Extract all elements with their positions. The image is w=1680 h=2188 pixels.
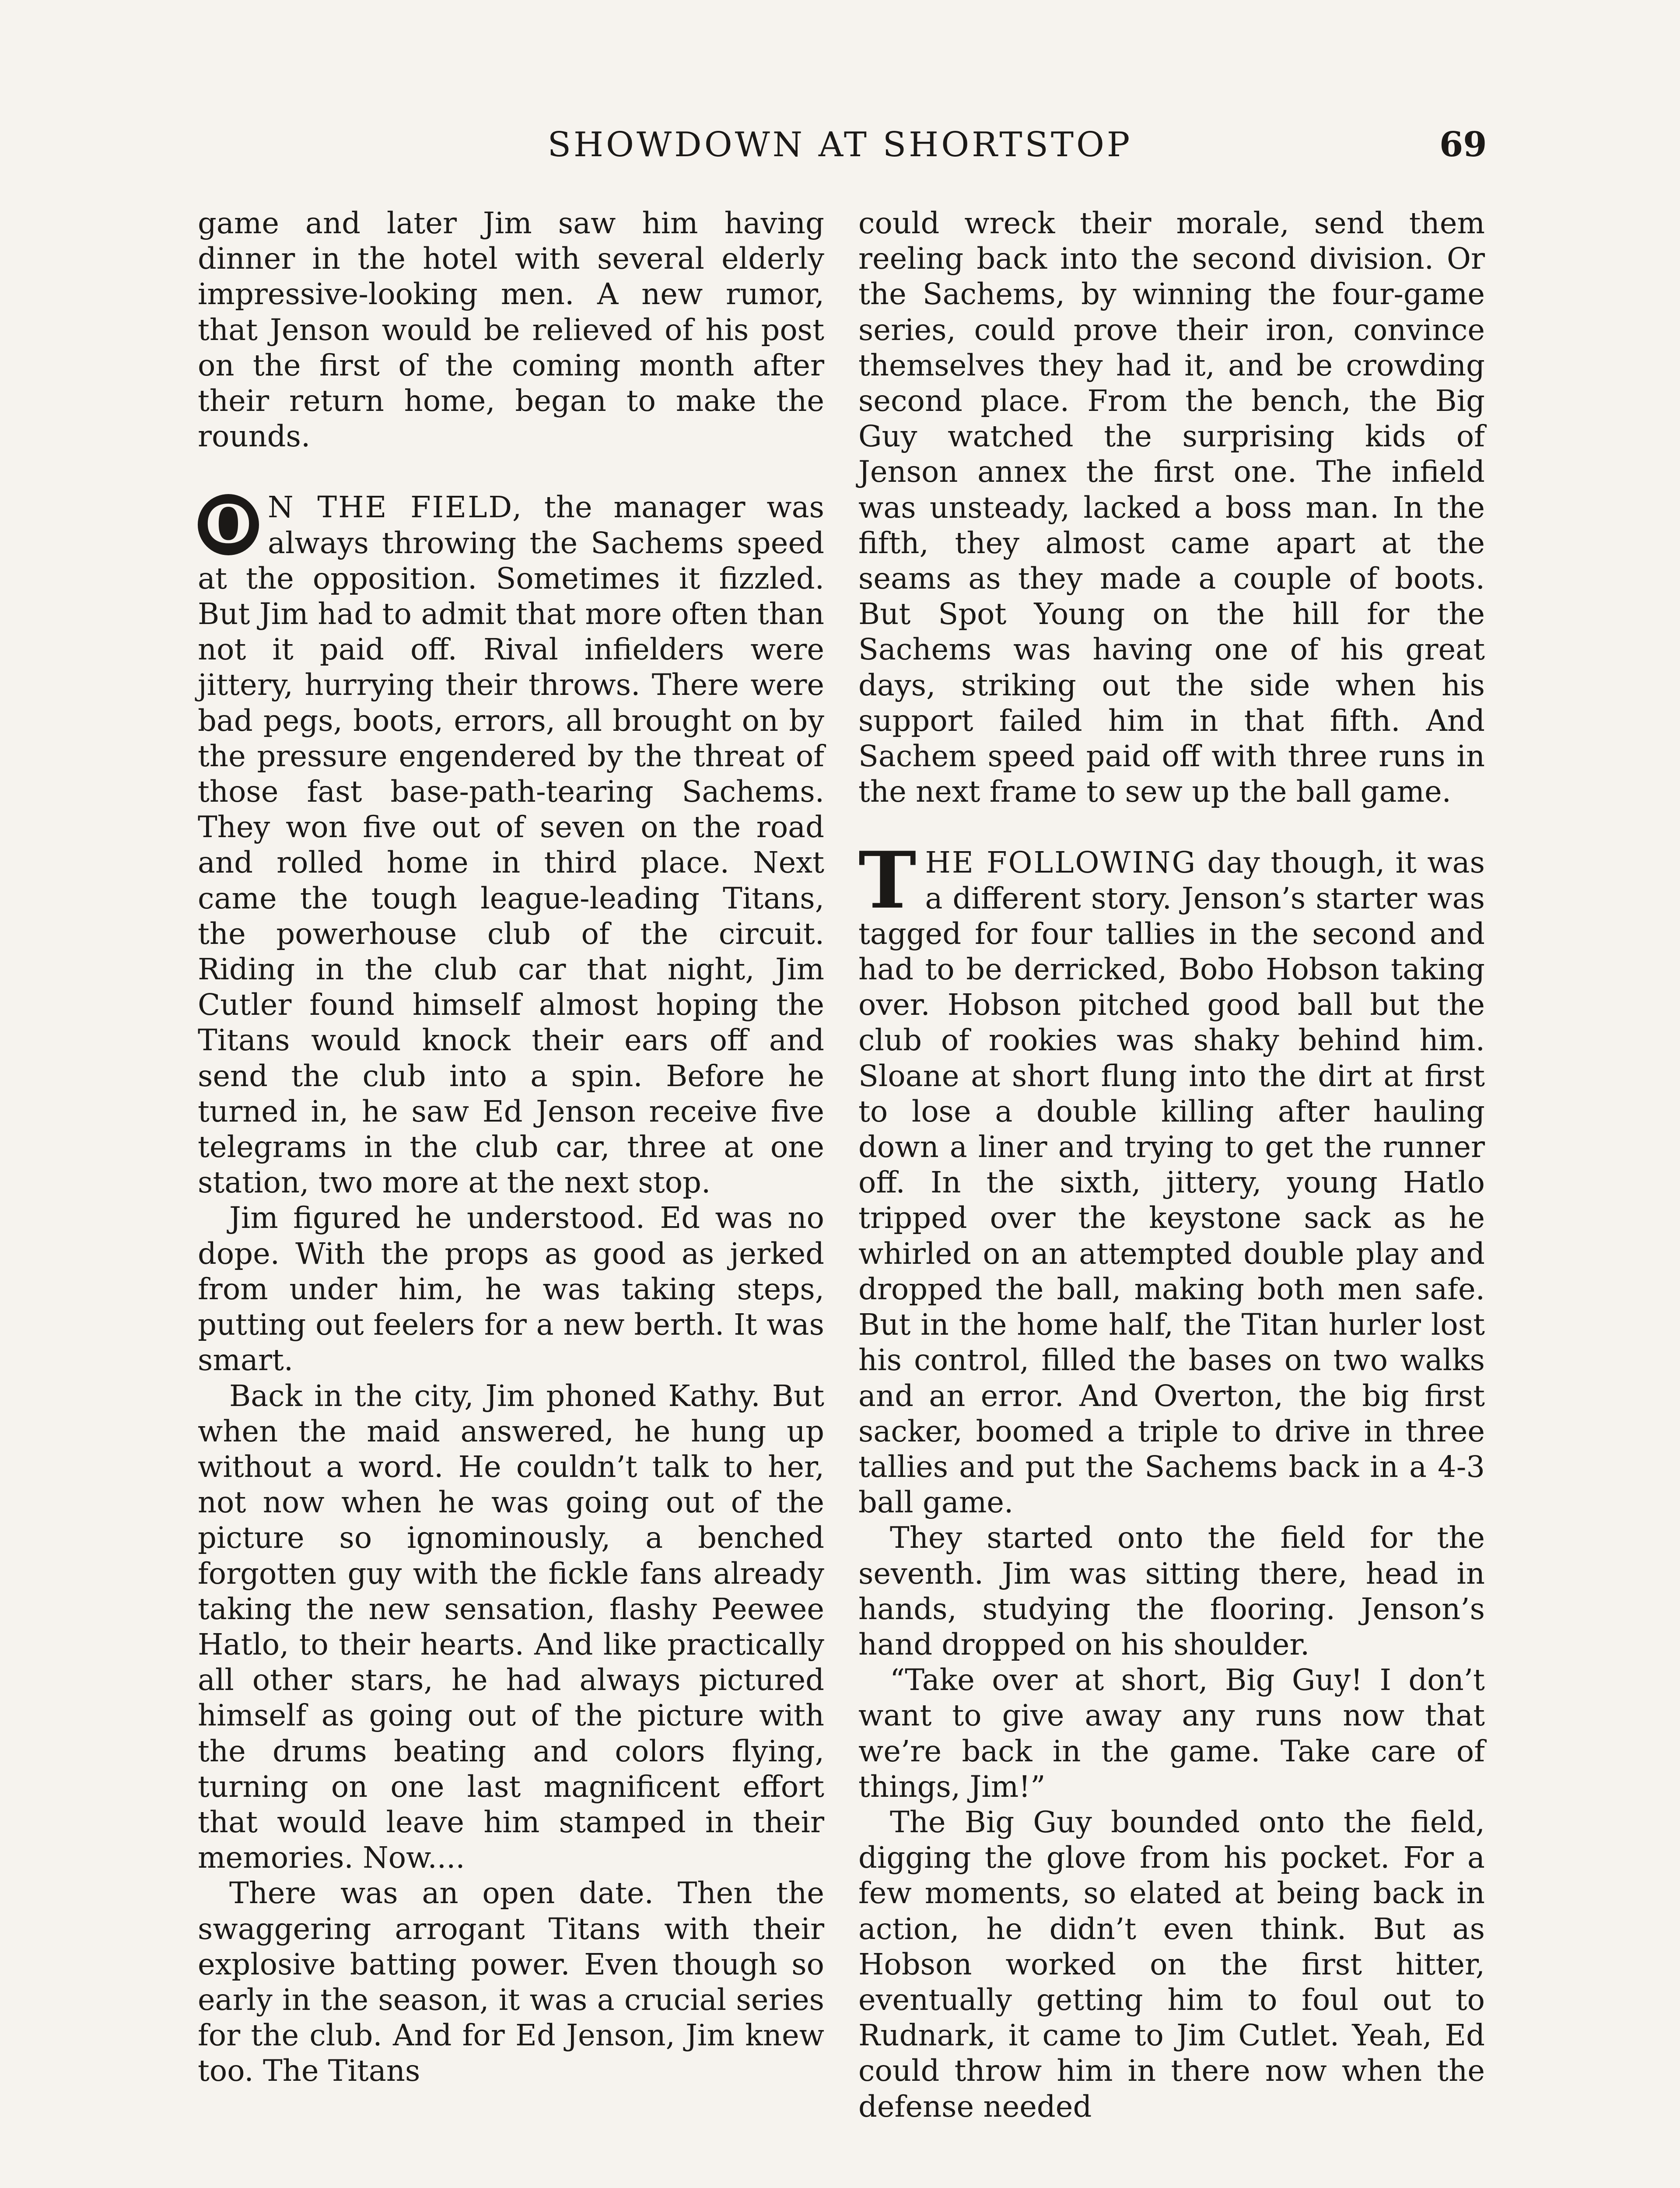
paragraph-text: day though, it was a different story. Jenson’s starter was tagged for four tallies in the second and had to be derricked, Bobo Hobson taking over. Hobson pitched good ball but the club of rookies was shaky behind him. Sloane at short flung into the dirt at first to lose a double killing after hauling down a liner and trying to get the runner off. In the sixth, jittery, young Hatlo tripped over the keystone sack as he whirled on an attempted double play and dropped the ball, making both men safe. But in the home half, the Titan hurler lost his control, filled the bases on two walks and an error. And Overton, the big first sacker, boomed a triple to drive in three tallies and put the Sachems back in a 4-3 ball game.	[858, 845, 1485, 1520]
paragraph: game and later Jim saw him having dinner in the hotel with several elderly impressive-looking men. A new rumor, that Jenson would be relieved of his post on the first of the coming month after their return home, began to make the rounds.	[198, 206, 824, 454]
paragraph: They started onto the field for the seventh. Jim was sitting there, head in hands, studying the flooring. Jenson’s hand dropped on his shoulder.	[858, 1521, 1485, 1662]
lead-in-caps: N THE FIELD,	[268, 490, 523, 525]
drop-cap: T	[858, 835, 917, 926]
page-number: 69	[1439, 125, 1487, 165]
running-title: SHOWDOWN AT SHORTSTOP	[547, 125, 1133, 165]
section-paragraph	[858, 835, 1485, 1520]
paragraph: could wreck their morale, send them reeling back into the second division. Or the Sachems, by winning the four-game series, could prove their iron, convince themselves they had it, and be crowding second place. From the bench, the Big Guy watched the surprising kids of Jenson annex the first one. The infield was unsteady, lacked a boss man. In the fifth, they almost came apart at the seams as they made a couple of boots. But Spot Young on the hill for the Sachems was having one of his great days, striking out the side when his support failed him in that fifth. And Sachem speed paid off with three runs in the next frame to sew up the ball game.	[858, 206, 1485, 809]
paragraph: There was an open date. Then the swaggering arrogant Titans with their explosive batting power. Even though so early in the season, it was a crucial series for the club. And for Ed Jenson, Jim knew too. The Titans	[198, 1876, 824, 2088]
section-paragraph	[198, 490, 824, 1200]
paragraph: Jim figured he understood. Ed was no dope. With the props as good as jerked from under him, he was taking steps, putting out feelers for a new berth. It was smart.	[198, 1201, 824, 1378]
paragraph: “Take over at short, Big Guy! I don’t want to give away any runs now that we’re back in the game. Take care of things, Jim!”	[858, 1663, 1485, 1804]
running-header	[0, 121, 1680, 169]
paragraph-text: the manager was always throwing the Sachems speed at the opposition. Sometimes it fizzled. But Jim had to admit that more often than not it paid off. Rival infielders were jittery, hurrying their throws. There were bad pegs, boots, errors, all brought on by the pressure engendered by the threat of those fast base-path-tearing Sachems. They won five out of seven on the road and rolled home in third place. Next came the tough league-leading Titans, the powerhouse club of the circuit. Riding in the club car that night, Jim Cutler found himself almost hoping the Titans would knock their ears off and send the club into a spin. Before he turned in, he saw Ed Jenson receive five telegrams in the club car, three at one station, two more at the next stop.	[198, 490, 825, 1200]
lead-in-caps: HE FOLLOWING	[925, 845, 1197, 880]
left-column	[198, 206, 824, 2089]
right-column	[858, 206, 1485, 2125]
drop-cap: O	[198, 494, 259, 555]
paragraph: Back in the city, Jim phoned Kathy. But when the maid answered, he hung up without a word. He couldn’t talk to her, not now when he was going out of the picture so ignominously, a benched forgotten guy with the fickle fans already taking the new sensation, flashy Peewee Hatlo, to their hearts. And like practically all other stars, he had always pictured himself as going out of the picture with the drums beating and colors flying, turning on one last magnificent effort that would leave him stamped in their memories. Now....	[198, 1378, 824, 1875]
paragraph: The Big Guy bounded onto the field, digging the glove from his pocket. For a few moments, so elated at being back in action, he didn’t even think. But as Hobson worked on the first hitter, eventually getting him to foul out to Rudnark, it came to Jim Cutlet. Yeah, Ed could throw him in there now when the defense needed	[858, 1805, 1485, 2124]
